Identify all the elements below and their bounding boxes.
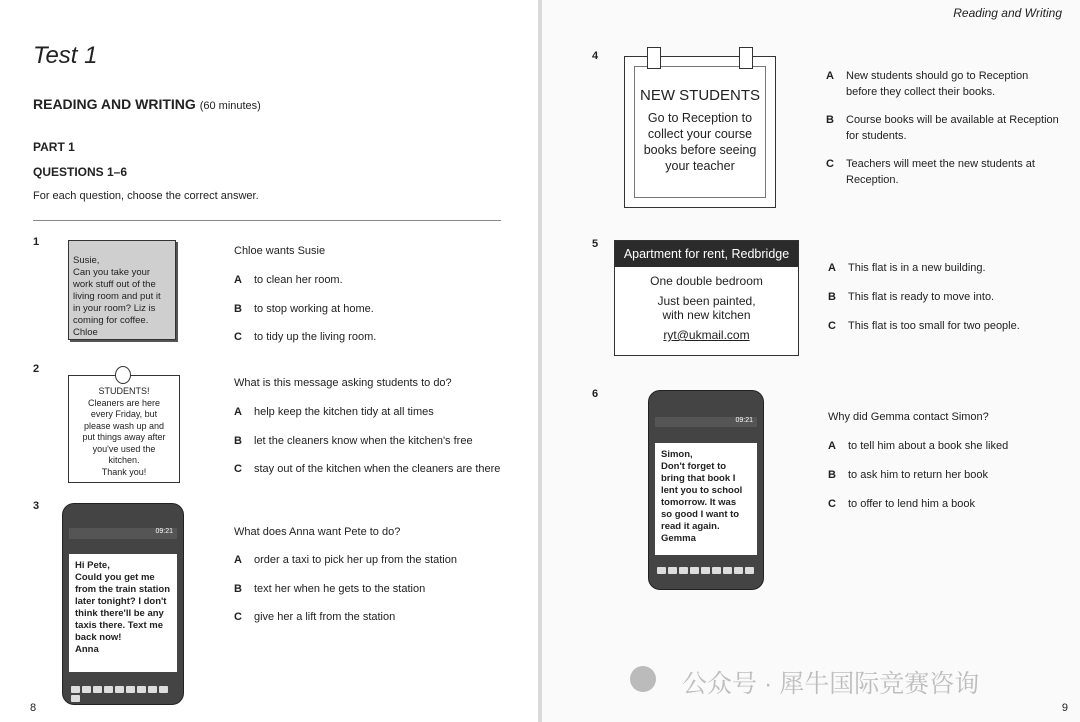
- instruction: For each question, choose the correct answer.: [33, 190, 259, 202]
- option-letter: A: [828, 440, 836, 452]
- option-c[interactable]: [234, 331, 376, 343]
- page-number: 9: [1061, 702, 1068, 714]
- option-text: This flat is ready to move into.: [848, 291, 995, 303]
- question-number: 2: [33, 363, 40, 375]
- note-line: living room and put it: [73, 291, 161, 302]
- option-text: text her when he gets to the station: [254, 583, 426, 595]
- option-b[interactable]: [234, 435, 473, 447]
- option-letter: B: [234, 435, 242, 447]
- ad-title: Apartment for rent, Redbridge: [615, 241, 798, 267]
- option-letter: C: [826, 158, 834, 170]
- question-stem: Chloe wants Susie: [234, 245, 326, 257]
- sms-line: think there'll be any: [75, 608, 164, 619]
- note-line: Can you take your: [73, 267, 151, 278]
- option-letter: C: [234, 331, 242, 343]
- note-line: in your room? Liz is: [73, 303, 156, 314]
- option-letter: B: [234, 303, 242, 315]
- left-page: [0, 0, 538, 722]
- tape: [647, 47, 661, 69]
- option-text: This flat is too small for two people.: [848, 320, 1020, 332]
- sms-line: Gemma: [661, 533, 696, 544]
- sms-screen: [655, 443, 757, 555]
- option-b[interactable]: [234, 583, 425, 595]
- question-stem: What is this message asking students to do?: [234, 377, 452, 389]
- option-letter: B: [234, 583, 242, 595]
- option-text: before they collect their books.: [846, 86, 996, 98]
- sign-line: collect your course: [647, 127, 753, 141]
- phone: [62, 503, 184, 705]
- option-text: to tell him about a book she liked: [848, 440, 1009, 452]
- option-text: help keep the kitchen tidy at all times: [254, 406, 434, 418]
- option-text: stay out of the kitchen when the cleaners are there: [254, 463, 501, 475]
- note-line: put things away after: [82, 432, 166, 442]
- part-heading: PART 1: [33, 140, 75, 154]
- sms-line: lent you to school: [661, 485, 743, 496]
- option-letter: A: [234, 274, 242, 286]
- option-letter: C: [828, 320, 836, 332]
- sms-line: taxis there. Text me: [75, 620, 164, 631]
- ad-line: with new kitchen: [662, 308, 751, 322]
- option-text: let the cleaners know when the kitchen's free: [254, 435, 473, 447]
- sign-inner: [634, 66, 766, 198]
- right-page: [542, 0, 1080, 722]
- note-line: every Friday, but: [90, 409, 158, 419]
- question-stem: What does Anna want Pete to do?: [234, 526, 401, 538]
- option-letter: C: [234, 611, 242, 623]
- option-a[interactable]: [828, 440, 1008, 452]
- section-heading: [33, 96, 261, 112]
- question-number: 5: [592, 238, 599, 250]
- wechat-icon: [630, 666, 656, 692]
- sticky-note: [68, 240, 176, 340]
- option-a[interactable]: [828, 262, 986, 274]
- option-text: This flat is in a new building.: [848, 262, 986, 274]
- option-text: order a taxi to pick her up from the station: [254, 554, 457, 566]
- sms-line: tomorrow. It was: [661, 497, 737, 508]
- keyboard: [657, 567, 755, 574]
- note-line: STUDENTS!: [98, 386, 150, 396]
- note-line: you've used the: [92, 443, 156, 454]
- section-name: READING AND WRITING: [33, 96, 196, 112]
- sign-line: Go to Reception to: [647, 111, 753, 125]
- ad-email[interactable]: ryt@ukmail.com: [663, 328, 750, 342]
- option-a[interactable]: [234, 554, 457, 566]
- option-a[interactable]: [234, 274, 343, 286]
- question-stem: Why did Gemma contact Simon?: [828, 411, 989, 423]
- sms-line: Simon,: [661, 449, 693, 460]
- sign-line: your teacher: [665, 159, 735, 173]
- sign-title: NEW STUDENTS: [640, 87, 760, 104]
- option-text: to stop working at home.: [254, 303, 374, 315]
- notice-card: [68, 375, 180, 483]
- option-letter: B: [826, 114, 834, 126]
- sms-line: bring that book I: [661, 473, 736, 484]
- option-letter: A: [234, 406, 242, 418]
- clock: 09:21: [735, 417, 753, 424]
- sms-line: read it again.: [661, 521, 720, 532]
- watermark: 公众号 · 犀牛国际竞赛咨询: [682, 670, 980, 698]
- note-line: Thank you!: [101, 466, 147, 477]
- note-line: Susie,: [73, 255, 100, 266]
- running-header: Reading and Writing: [953, 6, 1062, 20]
- note-line: coming for coffee.: [73, 315, 149, 326]
- option-b[interactable]: [828, 469, 988, 481]
- option-text: for students.: [846, 130, 907, 142]
- sms-line: so good I want to: [661, 509, 740, 520]
- option-b[interactable]: [826, 112, 1061, 144]
- divider: [33, 220, 501, 221]
- sms-line: Anna: [75, 644, 99, 655]
- option-a[interactable]: [826, 68, 1061, 100]
- question-number: 1: [33, 236, 40, 248]
- note-line: Chloe: [73, 327, 98, 338]
- questions-heading: QUESTIONS 1–6: [33, 165, 128, 179]
- option-letter: C: [828, 498, 836, 510]
- sms-line: Don't forget to: [661, 461, 727, 472]
- sms-screen: [69, 554, 177, 672]
- option-text: to offer to lend him a book: [848, 498, 975, 510]
- option-b[interactable]: [828, 291, 994, 303]
- option-c[interactable]: [828, 320, 1020, 332]
- option-text: to ask him to return her book: [848, 469, 989, 481]
- test-title: Test 1: [33, 42, 98, 69]
- option-c[interactable]: [234, 611, 395, 623]
- option-text: give her a lift from the station: [254, 611, 396, 623]
- option-letter: A: [826, 70, 834, 82]
- note-line: please wash up and: [83, 420, 165, 431]
- sign: [624, 56, 776, 208]
- option-text: to clean her room.: [254, 274, 343, 286]
- option-c[interactable]: [234, 463, 500, 475]
- keyboard: [71, 686, 175, 702]
- option-text: New students should go to Reception: [846, 70, 1029, 82]
- note-line: Cleaners are here: [87, 397, 161, 408]
- option-c[interactable]: [826, 156, 1061, 188]
- status-bar: [655, 417, 757, 427]
- option-text: to tidy up the living room.: [254, 331, 377, 343]
- option-letter: A: [828, 262, 836, 274]
- sms-line: Could you get me: [75, 572, 155, 583]
- status-bar: [69, 528, 177, 539]
- rental-ad: [614, 240, 799, 356]
- option-letter: C: [234, 463, 242, 475]
- option-text: Teachers will meet the new students at: [846, 158, 1035, 170]
- sms-line: Hi Pete,: [75, 560, 110, 571]
- ad-line: Just been painted,: [657, 294, 756, 308]
- sign-line: books before seeing: [643, 143, 757, 157]
- option-text: Course books will be available at Reception: [846, 114, 1059, 126]
- sms-line: from the train station: [75, 584, 171, 595]
- option-letter: B: [828, 291, 836, 303]
- sms-line: later tonight? I don't: [75, 596, 167, 607]
- option-letter: A: [234, 554, 242, 566]
- sms-line: back now!: [75, 632, 122, 643]
- note-line: kitchen.: [108, 455, 140, 465]
- clock: 09:21: [155, 528, 173, 535]
- option-text: Reception.: [846, 174, 899, 186]
- option-letter: B: [828, 469, 836, 481]
- pin-icon: [115, 366, 131, 384]
- sign-body: [635, 110, 765, 174]
- question-number: 3: [33, 500, 40, 512]
- option-c[interactable]: [828, 498, 975, 510]
- tape: [739, 47, 753, 69]
- option-b[interactable]: [234, 303, 374, 315]
- note-line: work stuff out of the: [73, 279, 156, 290]
- phone: [648, 390, 764, 590]
- ad-line: One double bedroom: [650, 274, 763, 288]
- question-number: 4: [592, 50, 599, 62]
- option-a[interactable]: [234, 406, 434, 418]
- duration: (60 minutes): [199, 100, 261, 112]
- question-number: 6: [592, 388, 599, 400]
- page-number: 8: [30, 702, 37, 714]
